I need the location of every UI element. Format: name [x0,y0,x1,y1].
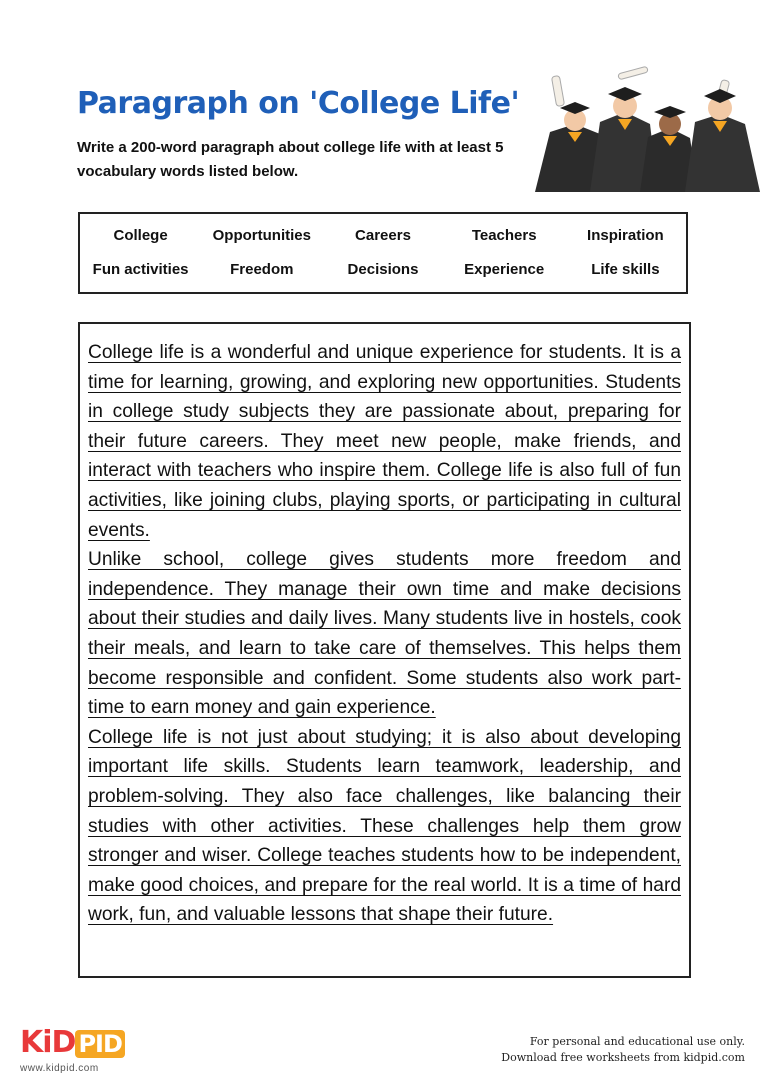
vocab-word: College [113,227,168,244]
logo-text-pid: PID [75,1030,124,1058]
footer-download-note [501,1050,745,1066]
vocab-word: Careers [355,227,411,244]
page-title: Paragraph on 'College Life' [77,86,520,121]
vocab-word: Experience [464,261,545,278]
footer [501,1034,745,1066]
footer-download-text: Download free worksheets from [501,1051,684,1064]
logo-text-kid: KiD [20,1025,76,1060]
paragraph-3: College life is not just about studying; it is also about developing important life skills. Students learn teamwork, leadership, and problem-solving. They also face challenges, like balancing their studies with other activities. These challenges help them grow stronger and wiser. College teaches students how to be independent, make good choices, and prepare for the real world. It is a time of hard work, fun, and valuable lessons that shape their future. [88,726,681,926]
vocabulary-box [78,212,688,294]
vocab-word: Inspiration [587,227,664,244]
paragraph-box [78,322,691,978]
footer-link[interactable]: kidpid.com [683,1051,745,1064]
logo-url: www.kidpid.com [20,1063,99,1074]
footer-usage-note: For personal and educational use only. [529,1035,745,1048]
instructions: Write a 200-word paragraph about college life with at least 5 vocabulary words listed below. [77,139,504,180]
vocab-word: Teachers [471,227,537,244]
graduates-illustration [530,62,768,192]
vocab-word: Life skills [591,261,660,278]
paragraph-1: College life is a wonderful and unique experience for students. It is a time for learning, growing, and exploring new opportunities. Students in college study subjects they are passionate about, preparing for their future careers. They meet new people, make friends, and interact with teachers who inspire them. College life is also full of fun activities, like joining clubs, playing sports, or participating in cultural events. [88,342,681,541]
vocab-word: Decisions [347,261,419,278]
kidpid-logo [20,1026,125,1074]
vocabulary-grid [80,226,686,280]
vocab-word: Freedom [230,261,294,278]
vocab-word: Fun activities [92,261,189,278]
paragraph-2: Unlike school, college gives students more freedom and independence. They manage their own time and make decisions about their studies and daily lives. Many students live in hostels, cook their meals, and learn to take care of themselves. This helps them become responsible and confident. Some students also work part-time to earn money and gain experience. [88,549,681,719]
vocab-word: Opportunities [212,227,311,244]
